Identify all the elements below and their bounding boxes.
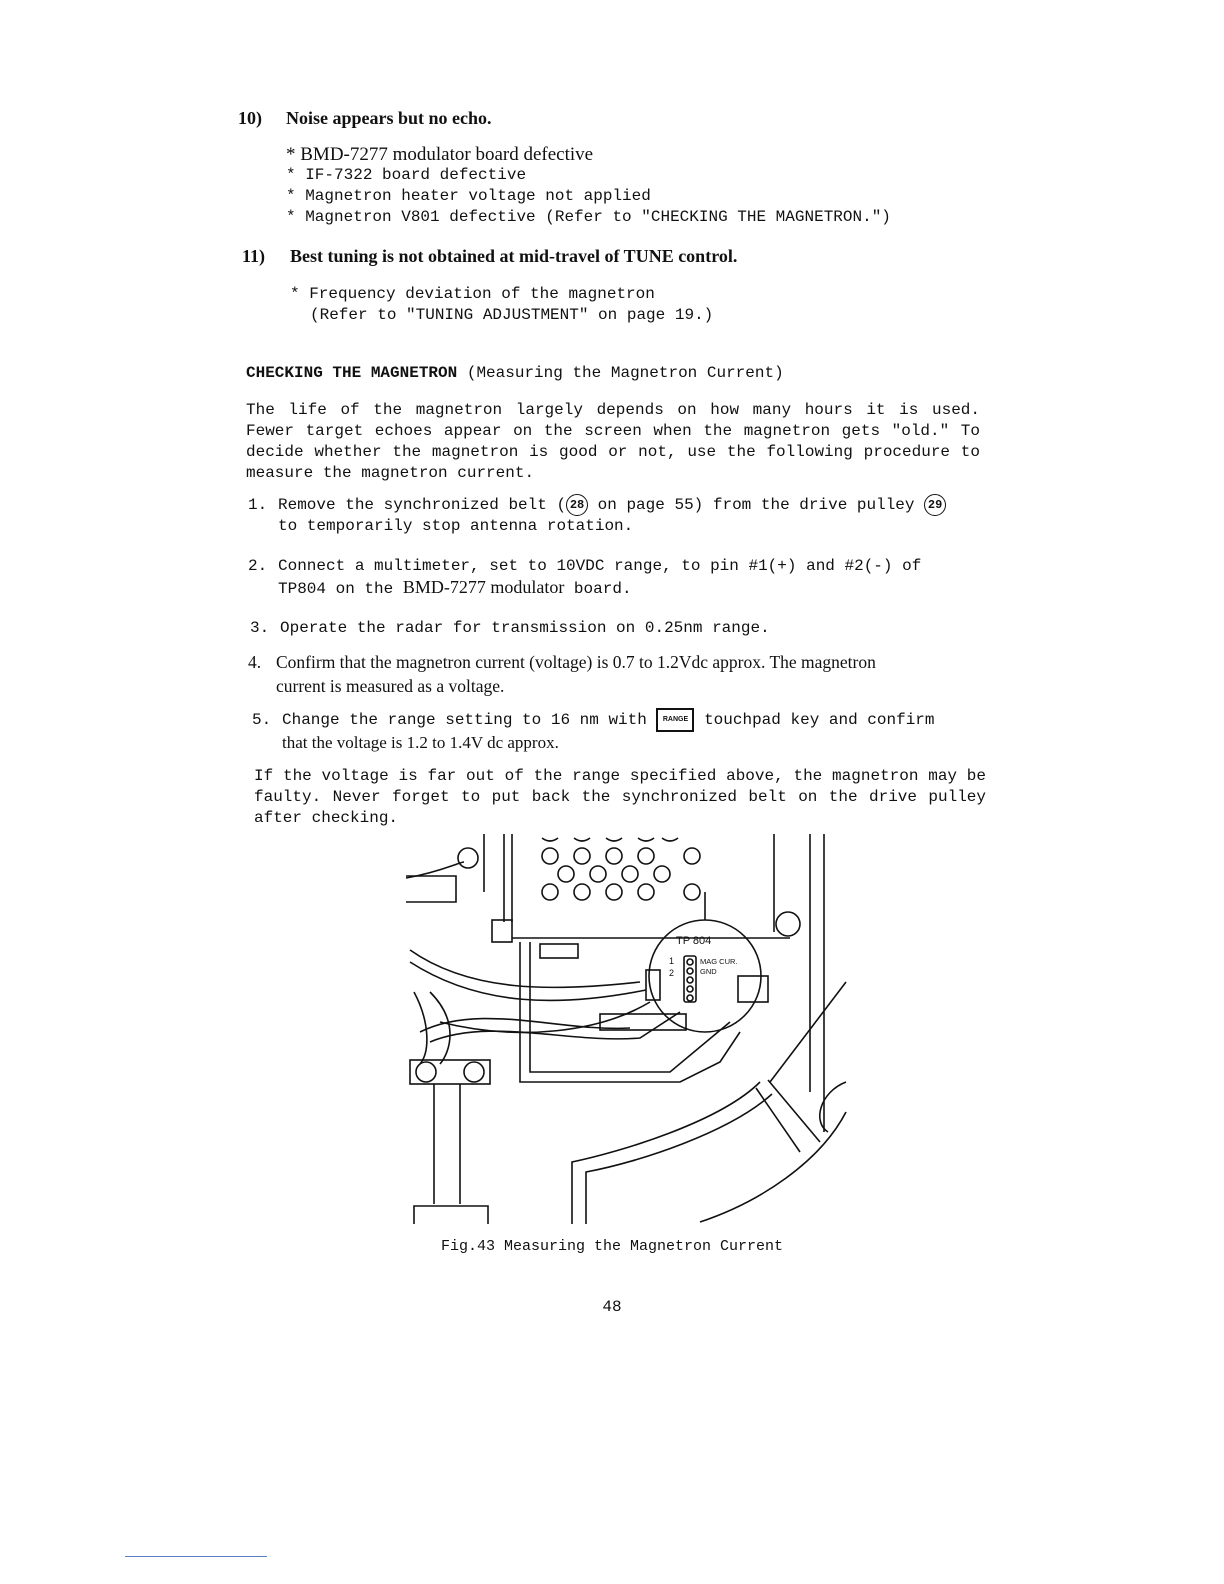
page-number: 48 (602, 1298, 622, 1316)
step-5-text-b: touchpad key and confirm (694, 711, 935, 730)
ref-28-circle: 28 (566, 494, 588, 516)
section-heading-rest: (Measuring the Magnetron Current) (457, 364, 784, 382)
intro-paragraph: The life of the magnetron largely depends on how many hours it is used. Fewer target echoes appear on the screen when the magnetron gets "old." To decide whether the magnetron is good or not, use the following procedure to measure the magnetron current. (246, 401, 980, 482)
item-11-number: 11) (242, 246, 266, 266)
step-1-continuation: to temporarily stop antenna rotation. (278, 517, 634, 536)
step-1-number: 1. (248, 496, 268, 515)
item-10-bullet-1: * BMD-7277 modulator board defective (286, 144, 594, 165)
magnetron-board-drawing (400, 832, 850, 1227)
tp804-label: TP 804 (676, 935, 712, 947)
item-11-bullet-1: * Frequency deviation of the magnetron (290, 285, 655, 303)
gnd-label: GND (700, 967, 717, 976)
mag-cur-label: MAG CUR. (700, 957, 738, 966)
vent-holes (542, 838, 700, 900)
range-key-icon: RANGE (656, 708, 694, 732)
step-2 (248, 556, 988, 600)
step-1 (248, 494, 988, 537)
step-1-text-b: on page 55) from the drive pulley (588, 496, 925, 515)
pin-2-label: 2 (669, 968, 675, 978)
item-11-bullet-2: (Refer to "TUNING ADJUSTMENT" on page 19.) (310, 306, 714, 324)
step-5-continuation: that the voltage is 1.2 to 1.4V dc approx. (282, 733, 559, 752)
item-10-heading (238, 108, 492, 129)
footer-rule (125, 1556, 267, 1557)
step-5-text-a: Change the range setting to 16 nm with (282, 711, 657, 730)
step-3 (250, 618, 990, 639)
item-10-number: 10) (238, 108, 262, 128)
step-2-number: 2. (248, 557, 268, 575)
step-3-text: Operate the radar for transmission on 0.25nm range. (280, 619, 770, 637)
step-2-cont-2: BMD-7277 modulator (402, 577, 565, 597)
step-4-number: 4. (248, 652, 262, 672)
step-2-continuation (248, 577, 988, 600)
figure-43 (400, 832, 850, 1227)
step-1-text-a: Remove the synchronized belt ( (278, 496, 567, 515)
item-10-bullet-3: * Magnetron heater voltage not applied (286, 187, 651, 205)
ref-29-circle: 29 (924, 494, 946, 516)
section-heading-bold: CHECKING THE MAGNETRON (246, 364, 458, 382)
step-4 (248, 650, 1008, 698)
pin-1-label: 1 (669, 956, 675, 966)
item-10-bullet-4: * Magnetron V801 defective (Refer to "CHECKING THE MAGNETRON.") (286, 208, 891, 226)
step-2-cont-1: TP804 on the (278, 580, 403, 598)
figure-caption: Fig.43 Measuring the Magnetron Current (440, 1238, 784, 1255)
item-10-bullets (286, 144, 891, 228)
step-4-continuation: current is measured as a voltage. (276, 676, 505, 696)
item-11-title: Best tuning is not obtained at mid-travel of TUNE control. (290, 246, 738, 266)
mounting-hole-icon (458, 848, 478, 868)
step-5-number: 5. (252, 711, 272, 730)
step-3-number: 3. (250, 619, 270, 637)
item-11-heading (242, 246, 737, 267)
item-10-title: Noise appears but no echo. (286, 108, 492, 128)
step-4-text: Confirm that the magnetron current (voltage) is 0.7 to 1.2Vdc approx. The magnetron (276, 652, 876, 672)
section-heading (246, 364, 784, 382)
step-2-cont-3: board. (564, 580, 632, 598)
closing-paragraph: If the voltage is far out of the range specified above, the magnetron may be faulty. Never forget to put back the synchronized belt on the drive pulley after checking. (254, 767, 986, 827)
item-11-bullets (290, 284, 713, 326)
item-10-bullet-2: * IF-7322 board defective (286, 166, 527, 184)
step-5 (252, 708, 992, 753)
step-2-text-a: Connect a multimeter, set to 10VDC range, to pin #1(+) and #2(-) of (278, 557, 922, 575)
